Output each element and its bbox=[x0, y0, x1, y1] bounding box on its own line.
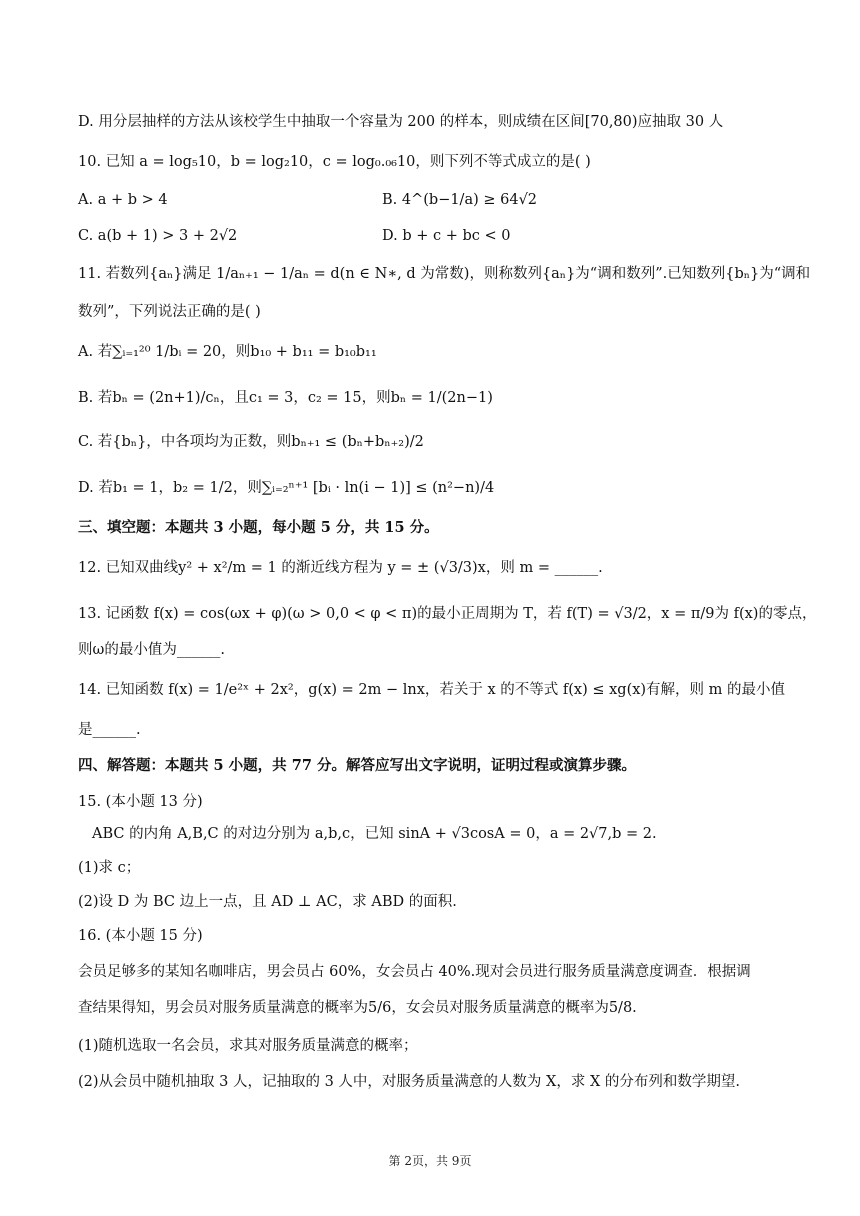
question-13-line-2: 则ω的最小值为______. bbox=[78, 642, 225, 658]
question-11-line-1: 11. 若数列{aₙ}满足 1/aₙ₊₁ − 1/aₙ = d(n ∈ N∗, d 为常数)，则称数列{aₙ}为“调和数列”.已知数列{bₙ}为“调和 bbox=[78, 266, 811, 282]
question-10-option-B: B. 4^(b−1/a) ≥ 64√2 bbox=[382, 192, 538, 208]
question-11-option-C: C. 若{bₙ}，中各项均为正数，则bₙ₊₁ ≤ (bₙ+bₙ₊₂)/2 bbox=[78, 434, 424, 450]
question-12: 12. 已知双曲线y² + x²/m = 1 的渐近线方程为 y = ± (√3/3)x，则 m = ______. bbox=[78, 560, 603, 576]
section-3-heading: 三、填空题：本题共 3 小题，每小题 5 分，共 15 分。 bbox=[78, 519, 439, 536]
question-11-line-2: 数列”，下列说法正确的是( ) bbox=[78, 304, 261, 320]
question-14-line-2: 是______. bbox=[78, 722, 141, 738]
question-13-line-1: 13. 记函数 f(x) = cos(ωx + φ)(ω > 0,0 < φ < π)的最小正周期为 T，若 f(T) = √3/2，x = π/9为 f(x)的零点， bbox=[78, 606, 817, 622]
question-15-statement: ABC 的内角 A,B,C 的对边分别为 a,b,c，已知 sinA + √3cosA = 0，a = 2√7,b = 2. bbox=[92, 826, 657, 842]
question-16-heading: 16. (本小题 15 分) bbox=[78, 928, 203, 944]
question-15-heading: 15. (本小题 13 分) bbox=[78, 794, 203, 810]
question-14-line-1: 14. 已知函数 f(x) = 1/e²ˣ + 2x²，g(x) = 2m − lnx，若关于 x 的不等式 f(x) ≤ xg(x)有解，则 m 的最小值 bbox=[78, 682, 786, 698]
question-15-part-1: (1)求 c； bbox=[78, 860, 141, 876]
question-16-statement-1: 会员足够多的某知名咖啡店，男会员占 60%，女会员占 40%.现对会员进行服务质量满意度调查．根据调 bbox=[78, 964, 751, 980]
question-10-option-C: C. a(b + 1) > 3 + 2√2 bbox=[78, 228, 238, 244]
question-16-part-1: (1)随机选取一名会员，求其对服务质量满意的概率； bbox=[78, 1038, 418, 1054]
section-4-heading: 四、解答题：本题共 5 小题，共 77 分。解答应写出文字说明，证明过程或演算步骤。 bbox=[78, 757, 636, 774]
question-10-option-D: D. b + c + bc < 0 bbox=[382, 228, 511, 244]
option-10-D-prev: D. 用分层抽样的方法从该校学生中抽取一个容量为 200 的样本，则成绩在区间[70,80)应抽取 30 人 bbox=[78, 114, 724, 130]
question-10: 10. 已知 a = log₅10，b = log₂10，c = log₀.₀₆10，则下列不等式成立的是( ) bbox=[78, 154, 591, 170]
question-11-option-D: D. 若b₁ = 1，b₂ = 1/2，则∑ᵢ₌₂ⁿ⁺¹ [bᵢ · ln(i − 1)] ≤ (n²−n)/4 bbox=[78, 480, 495, 496]
question-16-statement-2: 查结果得知，男会员对服务质量满意的概率为5/6，女会员对服务质量满意的概率为5/8. bbox=[78, 1000, 637, 1016]
page-footer: 第 2页，共 9页 bbox=[388, 1154, 472, 1168]
question-11-option-B: B. 若bₙ = (2n+1)/cₙ，且c₁ = 3，c₂ = 15，则bₙ = 1/(2n−1) bbox=[78, 390, 493, 406]
question-10-option-A: A. a + b > 4 bbox=[78, 192, 168, 208]
question-16-part-2: (2)从会员中随机抽取 3 人，记抽取的 3 人中，对服务质量满意的人数为 X，求 X 的分布列和数学期望. bbox=[78, 1074, 741, 1090]
question-15-part-2: (2)设 D 为 BC 边上一点，且 AD ⊥ AC，求 ABD 的面积. bbox=[78, 894, 457, 910]
question-11-option-A: A. 若∑ᵢ₌₁²⁰ 1/bᵢ = 20，则b₁₀ + b₁₁ = b₁₀b₁₁ bbox=[78, 344, 377, 360]
